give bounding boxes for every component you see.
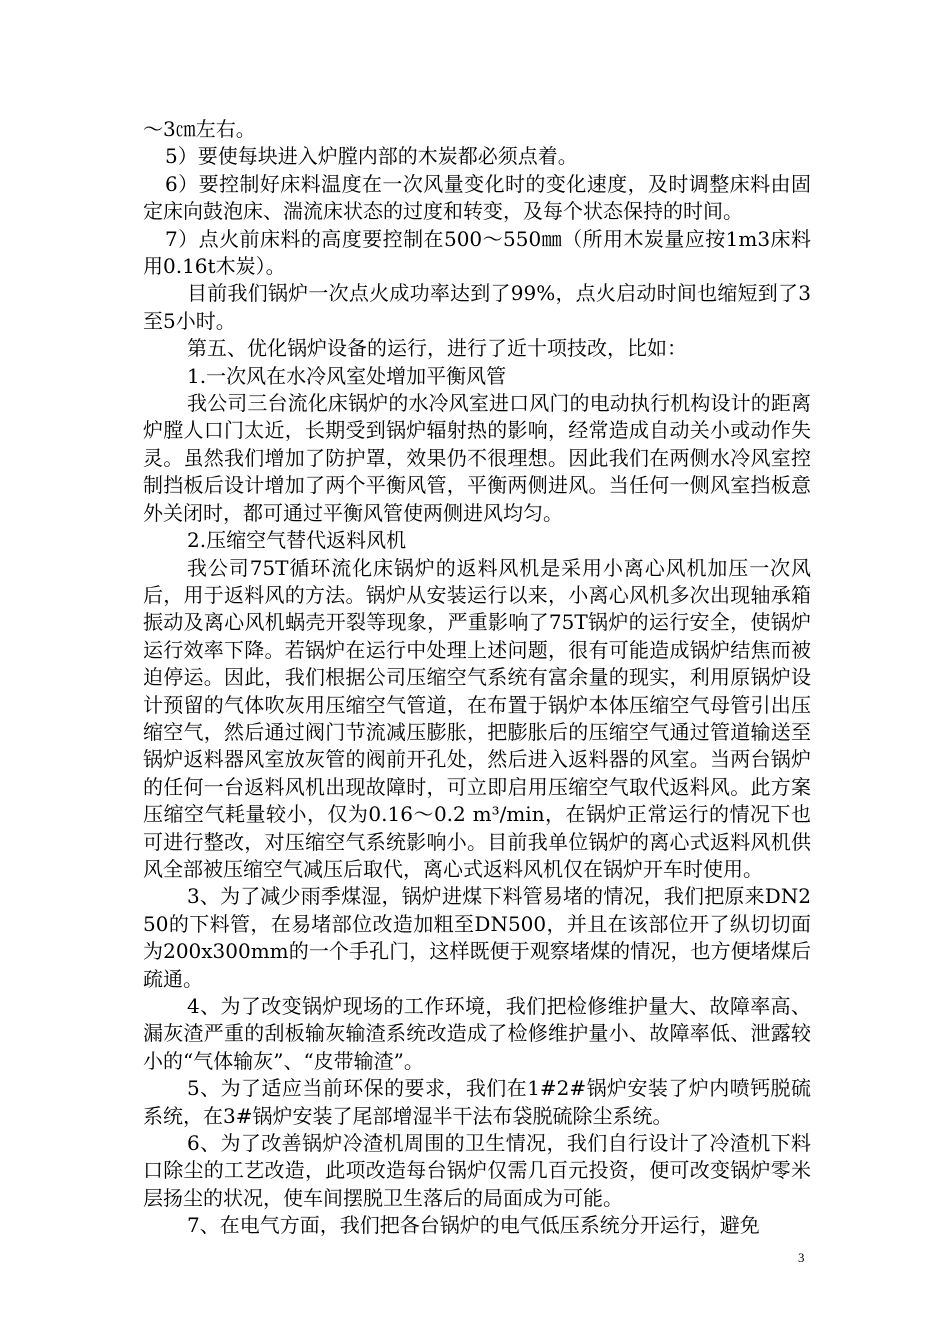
paragraph-item-6: 6、为了改善锅炉冷渣机周围的卫生情况，我们自行设计了冷渣机下料口除尘的工艺改造，此项改造每台锅炉仅需几百元投资，便可改变锅炉零米层扬尘的状况，使车间摆脱卫生落后的局面成为可能。 <box>143 1131 811 1210</box>
list-item-6: 6）要控制好床料温度在一次风量变化时的变化速度，及时调整床料由固定床向鼓泡床、湍流床状态的过度和转变，及每个状态保持的时间。 <box>143 171 811 224</box>
paragraph-item-5: 5、为了适应当前环保的要求，我们在1#2#锅炉安装了炉内喷钙脱硫系统，在3#锅炉安装了尾部增湿半干法布袋脱硫除尘系统。 <box>143 1076 811 1128</box>
paragraph-item-7: 7、在电气方面，我们把各台锅炉的电气低压系统分开运行，避免 <box>187 1213 760 1238</box>
subheading-1: 1.一次风在水冷风室处增加平衡风管 <box>187 363 507 388</box>
paragraph-compressed-air: 我公司75T循环流化床锅炉的返料风机是采用小离心风机加压一次风后，用于返料风的方法。锅炉从安装运行以来，小离心风机多次出现轴承箱振动及离心风机蜗壳开裂等现象，严重影响了75T锅炉的运行安全，使锅炉运行效率下降。若锅炉在运行中处理上述问题，很有可能造成锅炉结焦而被迫停运。因此，我们根据公司压缩空气系统有富余量的现实，利用原锅炉设计预留的气体吹灰用压缩空气管道，在布置于锅炉本体压缩空气母管引出压缩空气，然后通过阀门节流减压膨胀，把膨胀后的压缩空气通过管道输送至锅炉返料器风室放灰管的阀前开孔处，然后进入返料器的风室。当两台锅炉的任何一台返料风机出现故障时，可立即启用压缩空气取代返料风。此方案压缩空气耗量较小，仅为0.16～0.2 m³/min，在锅炉正常运行的情况下也可进行整改，对压缩空气系统影响小。目前我单位锅炉的离心式返料风机供风全部被压缩空气减压后取代，离心式返料风机仅在锅炉开车时使用。 <box>143 555 811 881</box>
list-item-5: 5）要使每块进入炉膛内部的木炭都必须点着。 <box>165 144 578 169</box>
paragraph-continuation: ～3㎝左右。 <box>143 117 256 141</box>
paragraph-item-4: 4、为了改变锅炉现场的工作环境，我们把检修维护量大、故障率高、漏灰渣严重的刮板输灰输渣系统改造成了检修维护量小、故障率低、泄露较小的“气体输灰”、“皮带输渣”。 <box>143 994 811 1073</box>
body-text <box>143 116 811 1240</box>
paragraph-balance-duct: 我公司三台流化床锅炉的水冷风室进口风门的电动执行机构设计的距离炉膛人口门太近，长期受到锅炉辐射热的影响，经常造成自动关小或动作失灵。虽然我们增加了防护罩，效果仍不很理想。因此我们在两侧水冷风室控制挡板后设计增加了两个平衡风管，平衡两侧进风。当任何一侧风室挡板意外关闭时，都可通过平衡风管使两侧进风均匀。 <box>143 391 811 525</box>
section-heading-five: 第五、优化锅炉设备的运行，进行了近十项技改，比如： <box>187 336 687 361</box>
page-number: 3 <box>798 1250 805 1265</box>
paragraph-success-rate: 目前我们锅炉一次点火成功率达到了99%，点火启动时间也缩短到了3至5小时。 <box>143 281 811 333</box>
subheading-2: 2.压缩空气替代返料风机 <box>187 528 407 553</box>
paragraph-item-3: 3、为了减少雨季煤湿，锅炉进煤下料管易堵的情况，我们把原来DN250的下料管，在易堵部位改造加粗至DN500，并且在该部位开了纵切切面为200x300mm的一个手孔门，这样既便于观察堵煤的情况，也方便堵煤后疏通。 <box>143 884 811 991</box>
list-item-7: 7）点火前床料的高度要控制在500～550㎜（所用木炭量应按1m3床料用0.16t木炭）。 <box>143 226 811 279</box>
